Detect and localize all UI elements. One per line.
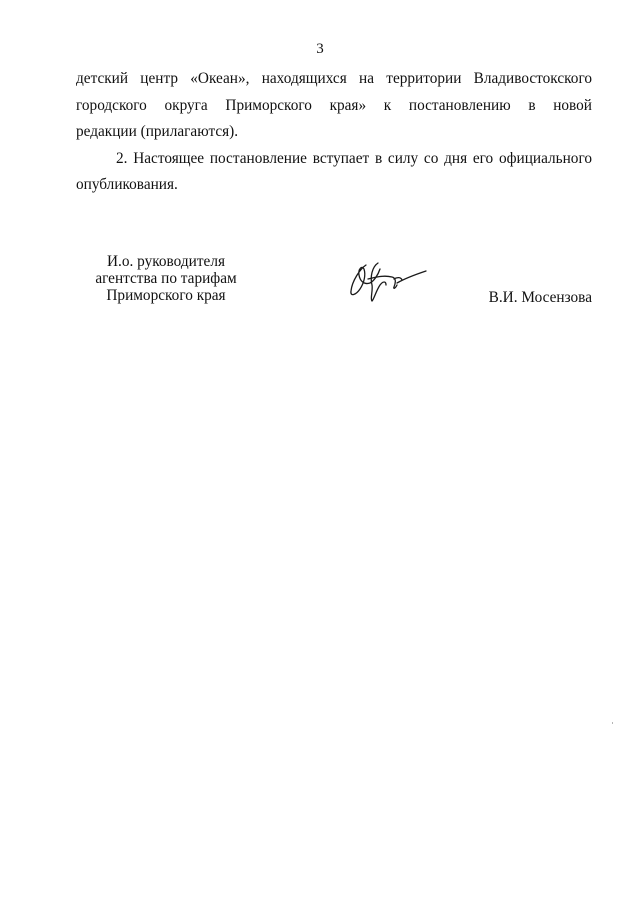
text-line: городского округа Приморского края» к постановлению в новой	[76, 96, 592, 114]
text-line: опубликования.	[76, 176, 178, 193]
document-body	[76, 66, 592, 199]
text-line: 2. Настоящее постановление вступает в силу со дня его официального	[116, 149, 592, 167]
paragraph-continuation	[76, 66, 592, 146]
paragraph-item-2	[76, 146, 592, 199]
scan-speck	[612, 722, 613, 724]
signatory-title-line: Приморского края	[106, 287, 226, 304]
signatory-title-line: И.о. руководителя	[106, 253, 225, 270]
signatory-title	[76, 253, 256, 304]
handwritten-signature	[342, 255, 432, 305]
signer-name: В.И. Мосензова	[488, 289, 592, 306]
text-line: редакции (прилагаются).	[76, 123, 239, 140]
text-line: детский центр «Океан», находящихся на территории Владивостокского	[76, 70, 592, 87]
signatory-title-line: агентства по тарифам	[95, 270, 237, 287]
page-number: 3	[316, 41, 324, 57]
